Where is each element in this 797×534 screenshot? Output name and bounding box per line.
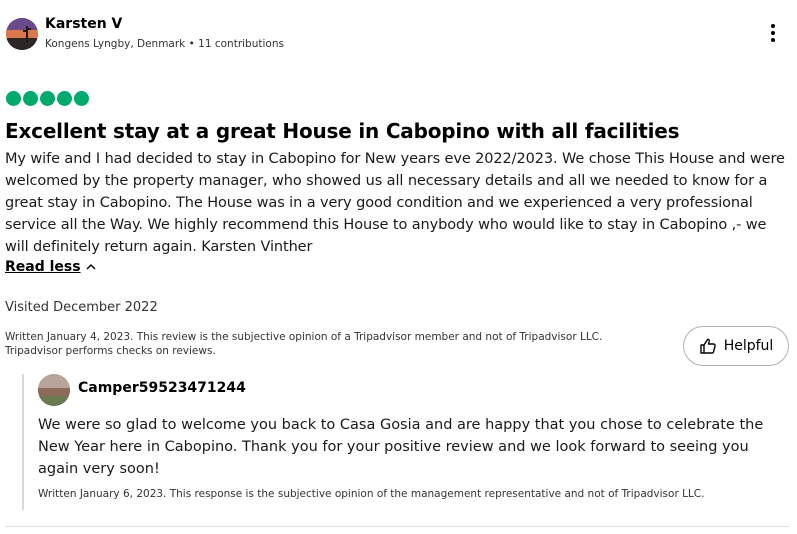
visited-date: Visited December 2022 <box>5 300 158 315</box>
reviewer-meta <box>45 38 284 50</box>
rating-bubble <box>40 91 55 106</box>
reviewer-contributions: 11 contributions <box>198 38 284 50</box>
review-disclaimer: Written January 4, 2023. This review is the subjective opinion of a Tripadvisor member and not of Tripadvisor LLC. Tripadvisor performs checks on reviews. <box>5 331 603 357</box>
helpful-label: Helpful <box>723 338 774 354</box>
rating-bubble <box>74 91 89 106</box>
chevron-up-icon <box>85 261 97 273</box>
response-body: We were so glad to welcome you back to Casa Gosia and are happy that you chose to celebrate the New Year here in Cabopino. Thank you for your positive review and we look forward to seeing you again very soon! <box>38 417 764 477</box>
read-less-label: Read less <box>5 259 81 275</box>
responder-avatar-image <box>38 374 70 406</box>
rating-bubble <box>6 91 21 106</box>
bottom-divider <box>5 526 789 527</box>
rating-bubble <box>57 91 72 106</box>
review-body: My wife and I had decided to stay in Cabopino for New years eve 2022/2023. We chose This House and were welcomed by the property manager, who showed us all necessary details and all we needed to know for a great stay in Cabopino. The House was in a very good condition and we experienced a very professional service all the Way. We highly recommend this House to anybody who would like to stay in Cabopino ,- we will definitely return again. Karsten Vinther <box>5 151 785 255</box>
reviewer-avatar-image <box>6 18 38 50</box>
thumbs-up-icon <box>699 337 717 355</box>
meta-separator: • <box>188 38 195 50</box>
helpful-button[interactable] <box>683 326 789 366</box>
read-less-link[interactable] <box>5 259 97 275</box>
more-vertical-icon[interactable] <box>764 24 782 46</box>
reviewer-location: Kongens Lyngby, Denmark <box>45 38 186 50</box>
reviewer-avatar[interactable] <box>6 18 38 50</box>
response-disclaimer: Written January 6, 2023. This response is the subjective opinion of the management representative and not of Tripadvisor LLC. <box>38 488 705 500</box>
rating-bubbles <box>6 91 89 106</box>
rating-bubble <box>23 91 38 106</box>
response-divider <box>22 374 24 510</box>
responder-name[interactable]: Camper59523471244 <box>78 380 246 396</box>
responder-avatar[interactable] <box>38 374 70 406</box>
review-title: Excellent stay at a great House in Cabopino with all facilities <box>5 119 680 143</box>
reviewer-name[interactable]: Karsten V <box>45 16 123 32</box>
